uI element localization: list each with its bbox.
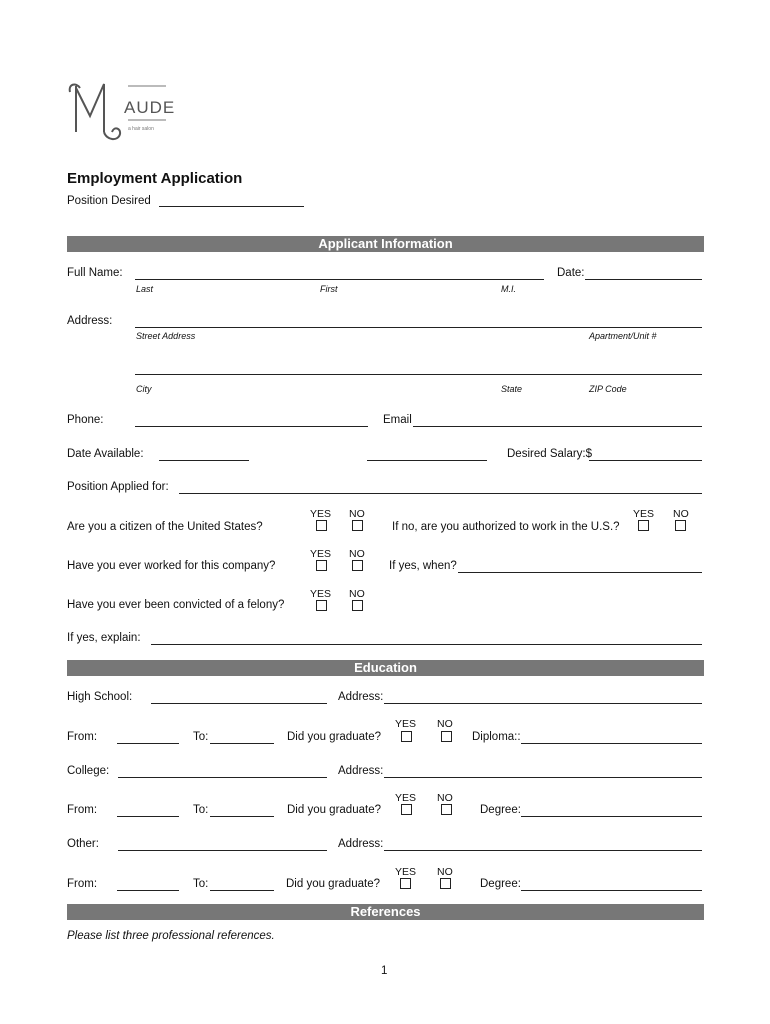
hs-yes-checkbox[interactable] <box>401 731 412 742</box>
other-to-label: To: <box>193 878 209 890</box>
first-name-caption: First <box>320 284 338 294</box>
city-state-zip-field[interactable] <box>135 374 702 375</box>
if-yes-when-field[interactable] <box>458 572 702 573</box>
zip-caption: ZIP Code <box>589 384 627 394</box>
college-field[interactable] <box>118 777 327 778</box>
citizen-no-label: NO <box>349 508 365 520</box>
authorized-no-label: NO <box>673 508 689 520</box>
citizen-question: Are you a citizen of the United States? <box>67 521 263 533</box>
college-to-label: To: <box>193 804 209 816</box>
desired-salary-field[interactable] <box>589 460 702 461</box>
section-applicant-information: Applicant Information <box>67 236 704 252</box>
last-name-caption: Last <box>136 284 154 294</box>
position-applied-field[interactable] <box>179 493 702 494</box>
felony-no-label: NO <box>349 588 365 600</box>
college-graduate-label: Did you graduate? <box>287 804 381 816</box>
college-yes-label: YES <box>395 792 417 804</box>
other-from-label: From: <box>67 878 98 890</box>
other-to-field[interactable] <box>210 890 274 891</box>
position-desired-label: Position Desired <box>67 195 151 207</box>
email-field[interactable] <box>413 426 702 427</box>
date-available-field[interactable] <box>159 460 249 461</box>
high-school-label: High School: <box>67 691 133 703</box>
full-name-field[interactable] <box>135 279 544 280</box>
worked-yes-checkbox[interactable] <box>316 560 327 571</box>
worked-no-label: NO <box>349 548 365 560</box>
other-degree-label: Degree: <box>480 878 521 890</box>
section-education: Education <box>67 660 704 676</box>
felony-no-checkbox[interactable] <box>352 600 363 611</box>
college-degree-field[interactable] <box>521 816 702 817</box>
other-no-label: NO <box>437 866 453 878</box>
if-yes-explain-field[interactable] <box>151 644 702 645</box>
full-name-label: Full Name: <box>67 267 123 279</box>
hs-no-label: NO <box>437 718 453 730</box>
other-address-field[interactable] <box>384 850 702 851</box>
references-instruction: Please list three professional references. <box>67 930 275 942</box>
date-available-label: Date Available: <box>67 448 144 460</box>
felony-yes-label: YES <box>310 588 332 600</box>
phone-field[interactable] <box>135 426 368 427</box>
citizen-yes-checkbox[interactable] <box>316 520 327 531</box>
extra-field[interactable] <box>367 460 487 461</box>
other-field[interactable] <box>118 850 327 851</box>
college-from-label: From: <box>67 804 98 816</box>
college-label: College: <box>67 765 110 777</box>
college-address-field[interactable] <box>384 777 702 778</box>
position-desired-field[interactable] <box>159 206 304 207</box>
position-applied-label: Position Applied for: <box>67 481 169 493</box>
hs-yes-label: YES <box>395 718 417 730</box>
other-degree-field[interactable] <box>521 890 702 891</box>
date-field[interactable] <box>585 279 702 280</box>
hs-no-checkbox[interactable] <box>441 731 452 742</box>
middle-initial-caption: M.I. <box>501 284 516 294</box>
logo-name: AUDE <box>124 98 176 117</box>
high-school-address-field[interactable] <box>384 703 702 704</box>
street-address-field[interactable] <box>135 327 702 328</box>
logo-tagline: a hair salon <box>128 126 154 132</box>
logo <box>66 76 181 146</box>
street-address-caption: Street Address <box>136 331 196 341</box>
college-no-label: NO <box>437 792 453 804</box>
felony-question: Have you ever been convicted of a felony? <box>67 599 285 611</box>
page-title: Employment Application <box>67 170 243 187</box>
other-graduate-label: Did you graduate? <box>286 878 380 890</box>
college-yes-checkbox[interactable] <box>401 804 412 815</box>
diploma-label: Diploma:: <box>472 731 521 743</box>
authorized-no-checkbox[interactable] <box>675 520 686 531</box>
date-label: Date: <box>557 267 585 279</box>
address-label: Address: <box>67 315 113 327</box>
hs-to-label: To: <box>193 731 209 743</box>
other-yes-label: YES <box>395 866 417 878</box>
phone-label: Phone: <box>67 414 104 426</box>
other-label: Other: <box>67 838 99 850</box>
citizen-yes-label: YES <box>310 508 332 520</box>
college-degree-label: Degree: <box>480 804 521 816</box>
high-school-address-label: Address: <box>338 691 384 703</box>
page-number: 1 <box>381 965 388 977</box>
other-from-field[interactable] <box>117 890 179 891</box>
high-school-field[interactable] <box>151 703 327 704</box>
section-references: References <box>67 904 704 920</box>
other-yes-checkbox[interactable] <box>400 878 411 889</box>
college-address-label: Address: <box>338 765 384 777</box>
authorized-yes-checkbox[interactable] <box>638 520 649 531</box>
hs-from-label: From: <box>67 731 98 743</box>
worked-question: Have you ever worked for this company? <box>67 560 276 572</box>
worked-yes-label: YES <box>310 548 332 560</box>
apartment-caption: Apartment/Unit # <box>589 331 657 341</box>
college-from-field[interactable] <box>117 816 179 817</box>
authorized-yes-label: YES <box>633 508 655 520</box>
hs-graduate-label: Did you graduate? <box>287 731 381 743</box>
felony-yes-checkbox[interactable] <box>316 600 327 611</box>
citizen-no-checkbox[interactable] <box>352 520 363 531</box>
state-caption: State <box>501 384 523 394</box>
college-to-field[interactable] <box>210 816 274 817</box>
if-yes-explain-label: If yes, explain: <box>67 632 141 644</box>
hs-from-field[interactable] <box>117 743 179 744</box>
authorized-question: If no, are you authorized to work in the U.S.? <box>392 521 620 533</box>
other-no-checkbox[interactable] <box>440 878 451 889</box>
email-label: Email <box>383 414 412 426</box>
city-caption: City <box>136 384 152 394</box>
college-no-checkbox[interactable] <box>441 804 452 815</box>
diploma-field[interactable] <box>521 743 702 744</box>
desired-salary-label: Desired Salary:$ <box>507 448 593 460</box>
if-yes-when-label: If yes, when? <box>389 560 457 572</box>
worked-no-checkbox[interactable] <box>352 560 363 571</box>
other-address-label: Address: <box>338 838 384 850</box>
hs-to-field[interactable] <box>210 743 274 744</box>
